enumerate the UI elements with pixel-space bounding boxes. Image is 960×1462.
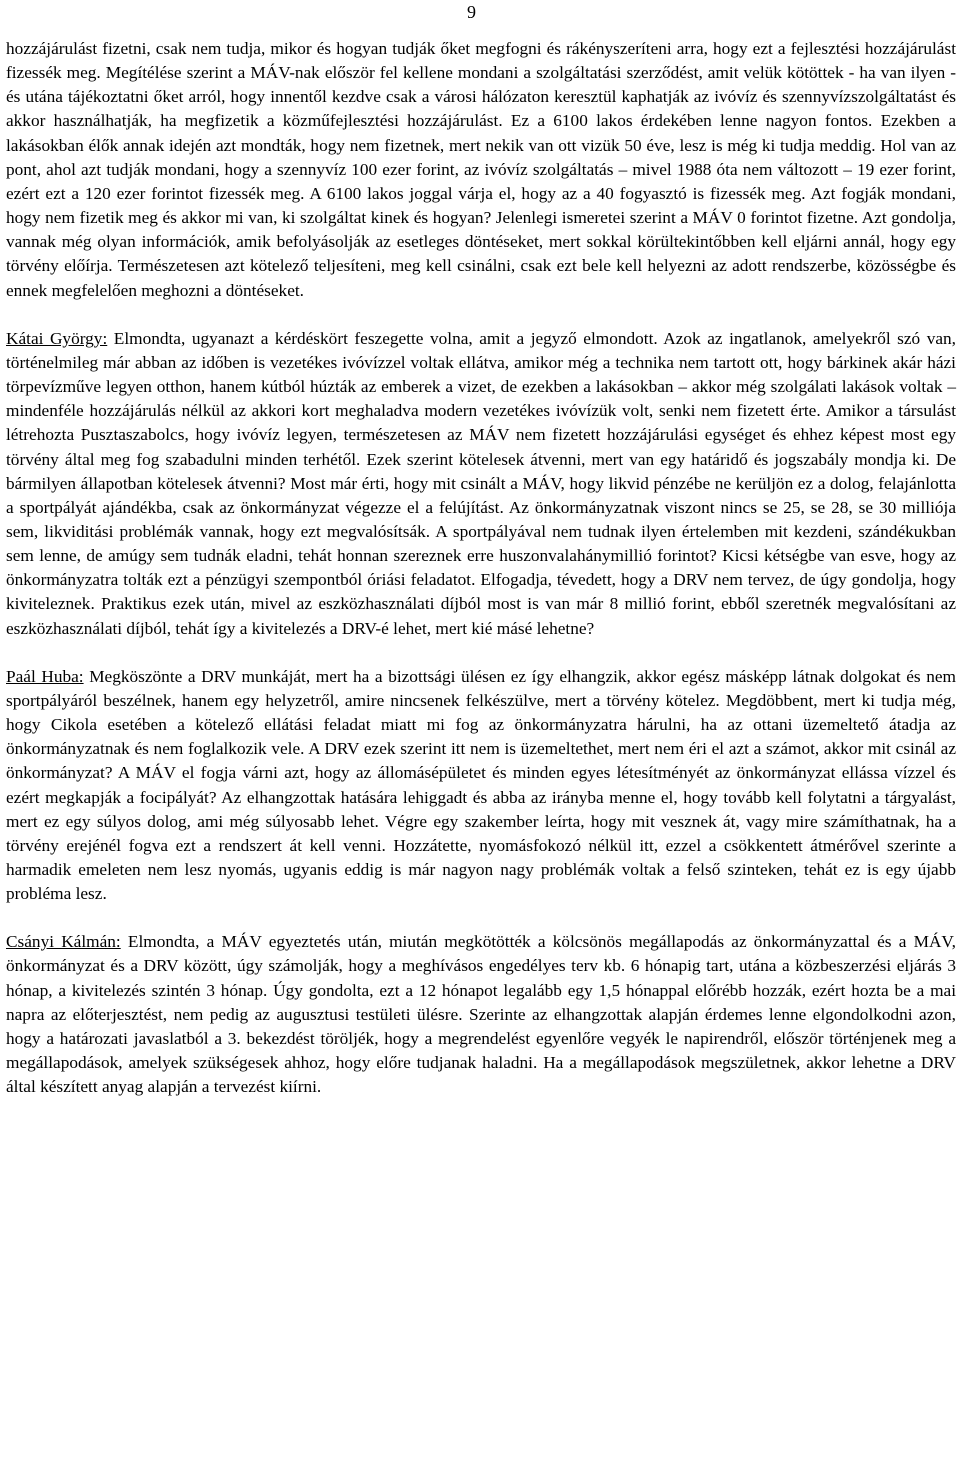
document-body	[6, 37, 956, 1099]
paragraph-text: hozzájárulást fizetni, csak nem tudja, mikor és hogyan tudják őket megfogni és rákényszeríteni arra, hogy ezt a fejlesztési hozzájárulást fizessék meg. Megítélése szerint a MÁV-nak először fel kellene mondani a szolgáltatási szerződést, amit velük kötöttek - ha van ilyen - és utána tájékoztatni őket arról, hogy innentől kezdve csak a városi hálózaton keresztül kaphatják az ivóvíz és szennyvízszolgáltatást és akkor használhatják, ha megfizetik a közműfejlesztési hozzájárulást. Ez a 6100 lakos érdekében lenne nagyon fontos. Ezekben a lakásokban élők annak idején azt mondták, hogy nem fizetnek, mert nekik van ott vizük 50 éve, lesz is még ki tudja meddig. Hol van az pont, ahol azt tudják mondani, hogy a szennyvíz 100 ezer forint, az ivóvíz szolgáltatás – mivel 1988 óta nem változott – 19 ezer forint, ezért ezt a 120 ezer forintot fizessék meg. A 6100 lakos joggal várja el, hogy az a 40 fogyasztó is fizessék meg. Azt fogják mondani, hogy nem fizetik meg és akkor mi van, ki szolgáltat kinek és hogyan? Jelenlegi ismeretei szerint a MÁV 0 forintot fizetne. Azt gondolja, vannak még olyan információk, amik befolyásolják az esetleges döntéseket, mert sokkal körültekintőbben kell eljárni annál, hogy egy törvény előírja. Természetesen azt kötelező teljesíteni, meg kell csinálni, csak ezt bele kell helyezni az adott rendszerbe, közösségbe és ennek megfelelően meghozni a döntéseket.	[6, 39, 956, 300]
paragraph-gap	[6, 906, 956, 930]
paragraph-intro	[6, 37, 956, 303]
paragraph-text: Elmondta, a MÁV egyeztetés után, miután megkötötték a kölcsönös megállapodás az önkormányzattal és a MÁV, önkormányzat és a DRV között, úgy számolják, hogy a meghívásos engedélyes terv kb. 6 hónapig tart, utána a közbeszerzési eljárás 3 hónap, a kivitelezés szintén 3 hónap. Úgy gondolta, ezt a 12 hónapot legalább egy 1,5 hónappal előrébb hozzák, ezért hozta be a mai napra az előterjesztést, nem pedig az augusztusi testületi ülésre. Szerinte az elhangzottak alapján érdemes lenne elgondolkodni azon, hogy a határozati javaslatból a 3. bekezdést töröljék, hogy a megrendelést egyenlőre vegyék le napirendről, először történjenek meg a megállapodások, amelyek szükségesek ahhoz, hogy előre tudjanak haladni. Ha a megállapodások megszületnek, akkor lehetne a DRV által készített anyag alapján a tervezést kiírni.	[6, 932, 956, 1097]
paragraph-csanyi	[6, 930, 956, 1099]
speaker-name: Paál Huba:	[6, 666, 84, 686]
page-number: 9	[467, 2, 476, 22]
speaker-name: Kátai György:	[6, 328, 108, 348]
paragraph-katai	[6, 327, 956, 641]
paragraph-text: Megköszönte a DRV munkáját, mert ha a bizottsági ülésen ez így elhangzik, akkor egész másképp látnak dolgokat és nem sportpályáról beszélnek, hanem egy helyzetről, amire nincsenek felkészülve, mert a törvény kötelez. Megdöbbent, mert ki tudja még, hogy Cikola esetében a kötelező ellátási feladat miatt mi fog az önkormányzatra hárulni, ha az ottani üzemeltető átadja az önkormányzatnak és nem foglalkozik vele. A DRV ezek szerint itt nem is üzemeltethet, mert nem éri el azt a számot, akkor mit csinál az önkormányzat? A MÁV el fogja várni azt, hogy az állomásépületet és minden egyes létesítményét az önkormányzat ellássa vízzel és ezért megkapják a focipályát? Az elhangzottak hatására lehiggadt és abba az irányba menne el, hogy tovább kell folytatni a tárgyalást, mert ez egy súlyos dolog, ami még súlyosabb lehet. Végre egy szakember leírta, hogy mit vesznek át, vagy mire számíthatnak, ha a törvény erejénél fogva ezt a rendszert át kell venni. Hozzátette, nyomásfokozó nélkül itt, ezzel a csökkentett átmérővel szerinte a harmadik emeleten nem lesz nyomás, ugyanis eddig is már nagyon nagy problémák voltak a felső szinteken, tehát ez is egy újabb probléma lesz.	[6, 666, 956, 904]
paragraph-gap	[6, 303, 956, 327]
paragraph-text: Elmondta, ugyanazt a kérdéskört feszegette volna, amit a jegyző elmondott. Azok az ingatlanok, amelyekről szó van, történelmileg már abban az időben is vezetékes ivóvízzel voltak ellátva, amikor még a technika nem tartott ott, hogy bárkinek akár házi törpevízműve legyen otthon, hanem kútból húzták az emberek a vizet, de ezekben a lakásokban – akkor még szolgálati lakások voltak – mindenféle hozzájárulás nélkül az akkori kort meghaladva modern vezetékes ivóvízük volt, senki nem fizetett érte. Amikor a társulást létrehozta Pusztaszabolcs, hogy ivóvíz legyen, természetesen az MÁV nem fizetett hozzájárulási egységet és ehhez képest most egy törvény által meg fog szabadulni minden terhétől. Ezek szerint kötelesek átvenni, mert van egy határidő és jogszabály mondja ki. De bármilyen állapotban kötelesek átvenni? Most már érti, hogy mit csinált a MÁV, hogy likvid pénzébe ne kerüljön ez a dolog, felajánlotta a sportpályát ajándékba, csak az önkormányzat végezze el a felújítást. Az önkormányzatnak viszont nincs se 25, se 28, se 30 milliója sem, likviditási problémák vannak, hogy ezt megvalósítsák. A sportpályával nem tudnak ilyen értelemben mit kezdeni, szándékukban sem lenne, de amúgy sem tudnák eladni, tehát honnan szereznek erre huszonvalahánymillió forintot? Kicsi kétségbe van esve, hogy az önkormányzatra tolták ezt a pénzügyi szempontból óriási feladatot. Elfogadja, tévedett, hogy a DRV nem tervez, de úgy gondolja, hogy kiviteleznek. Praktikus ezek után, mivel az eszközhasználati díjból most is van már 8 millió forint, ebből szeretnék megvalósítani az eszközhasználati díjból, tehát így a kivitelezés a DRV-é lehet, mert kié másé lehetne?	[6, 328, 957, 638]
paragraph-paal	[6, 665, 956, 907]
speaker-name: Csányi Kálmán:	[6, 932, 121, 952]
paragraph-gap	[6, 641, 956, 665]
